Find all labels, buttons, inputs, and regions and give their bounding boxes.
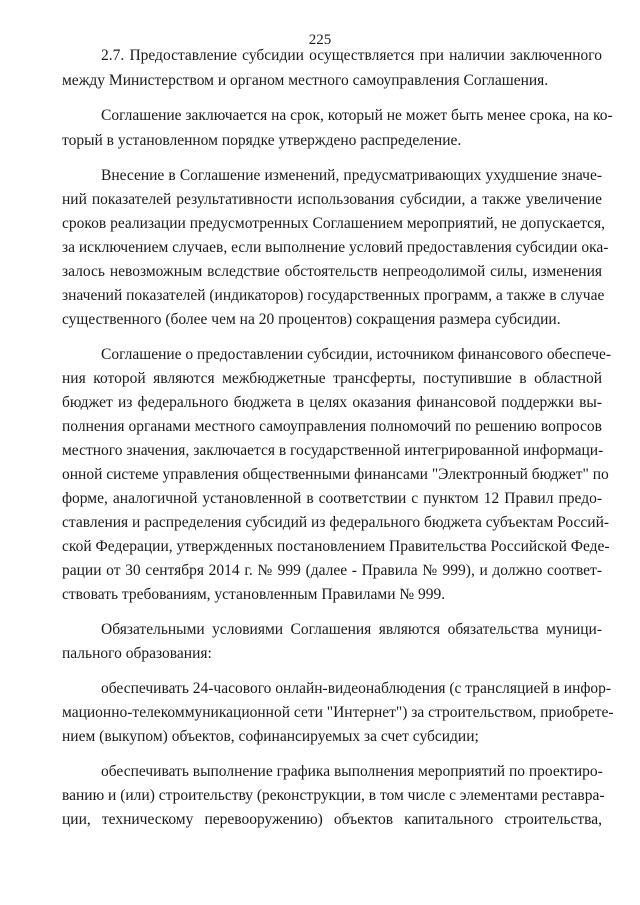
text-line: 2.7. Предоставление субсидии осуществляется при наличии заключенного — [101, 47, 602, 64]
text-line: ний показателей результативности использования субсидии, а также увеличение — [62, 191, 602, 208]
text-line: Внесение в Соглашение изменений, предусматривающих ухудшение значе- — [101, 167, 602, 184]
text-line: обеспечивать 24-часового онлайн-видеонаблюдения (с трансляцией в инфор- — [101, 680, 612, 697]
text-line: ской Федерации, утвержденных постановлением Правительства Российской Феде- — [62, 538, 610, 555]
text-line: ния которой являются межбюджетные трансферты, поступившие в областной — [62, 370, 602, 387]
text-line: полнения органами местного самоуправления полномочий по решению вопросов — [62, 418, 602, 435]
text-line: торый в установленном порядке утверждено распределение. — [62, 132, 462, 149]
text-line: залось невозможным вследствие обстоятельств непреодолимой силы, изменения — [62, 263, 602, 280]
text-line: онной системе управления общественными финансами "Электронный бюджет" по — [62, 466, 609, 483]
text-line: за исключением случаев, если выполнение условий предоставления субсидии ока- — [62, 239, 609, 256]
text-line: между Министерством и органом местного самоуправления Соглашения. — [62, 72, 549, 89]
text-line: ции, техническому перевооружению) объектов капитального строительства, — [62, 811, 602, 828]
text-line: Соглашение заключается на срок, который не может быть менее срока, на ко- — [101, 107, 613, 124]
text-line: форме, аналогичной установленной в соответствии с пунктом 12 Правил предо- — [62, 490, 602, 507]
text-line: обеспечивать выполнение графика выполнения мероприятий по проектиро- — [101, 763, 603, 780]
text-line: Обязательными условиями Соглашения являются обязательства муници- — [101, 621, 602, 638]
text-line: нием (выкупом) объектов, софинансируемых за счет субсидии; — [62, 728, 479, 745]
text-line: значений показателей (индикаторов) государственных программ, а также в случае — [62, 287, 605, 304]
text-line: ванию и (или) строительству (реконструкции, в том числе с элементами реставра- — [62, 787, 605, 804]
text-line: пального образования: — [62, 645, 212, 662]
text-line: местного значения, заключается в государственной интегрированной информаци- — [62, 442, 604, 459]
text-line: Соглашение о предоставлении субсидии, источником финансового обеспече- — [101, 346, 612, 363]
text-line: ставления и распределения субсидий из федерального бюджета субъектам Россий- — [62, 514, 610, 531]
page-number: 225 — [308, 32, 332, 48]
text-line: бюджет из федерального бюджета в целях оказания финансовой поддержки вы- — [62, 394, 602, 411]
text-line: рации от 30 сентября 2014 г. № 999 (далее - Правила № 999), и должно соответ- — [62, 562, 602, 579]
text-line: ствовать требованиям, установленным Правилами № 999. — [62, 586, 446, 603]
text-line: мационно-телекоммуникационной сети "Интернет") за строительством, приобрете- — [62, 704, 614, 721]
text-line: сроков реализации предусмотренных Соглашением мероприятий, не допускается, — [62, 215, 606, 232]
text-line: существенного (более чем на 20 процентов) сокращения размера субсидии. — [62, 311, 561, 328]
